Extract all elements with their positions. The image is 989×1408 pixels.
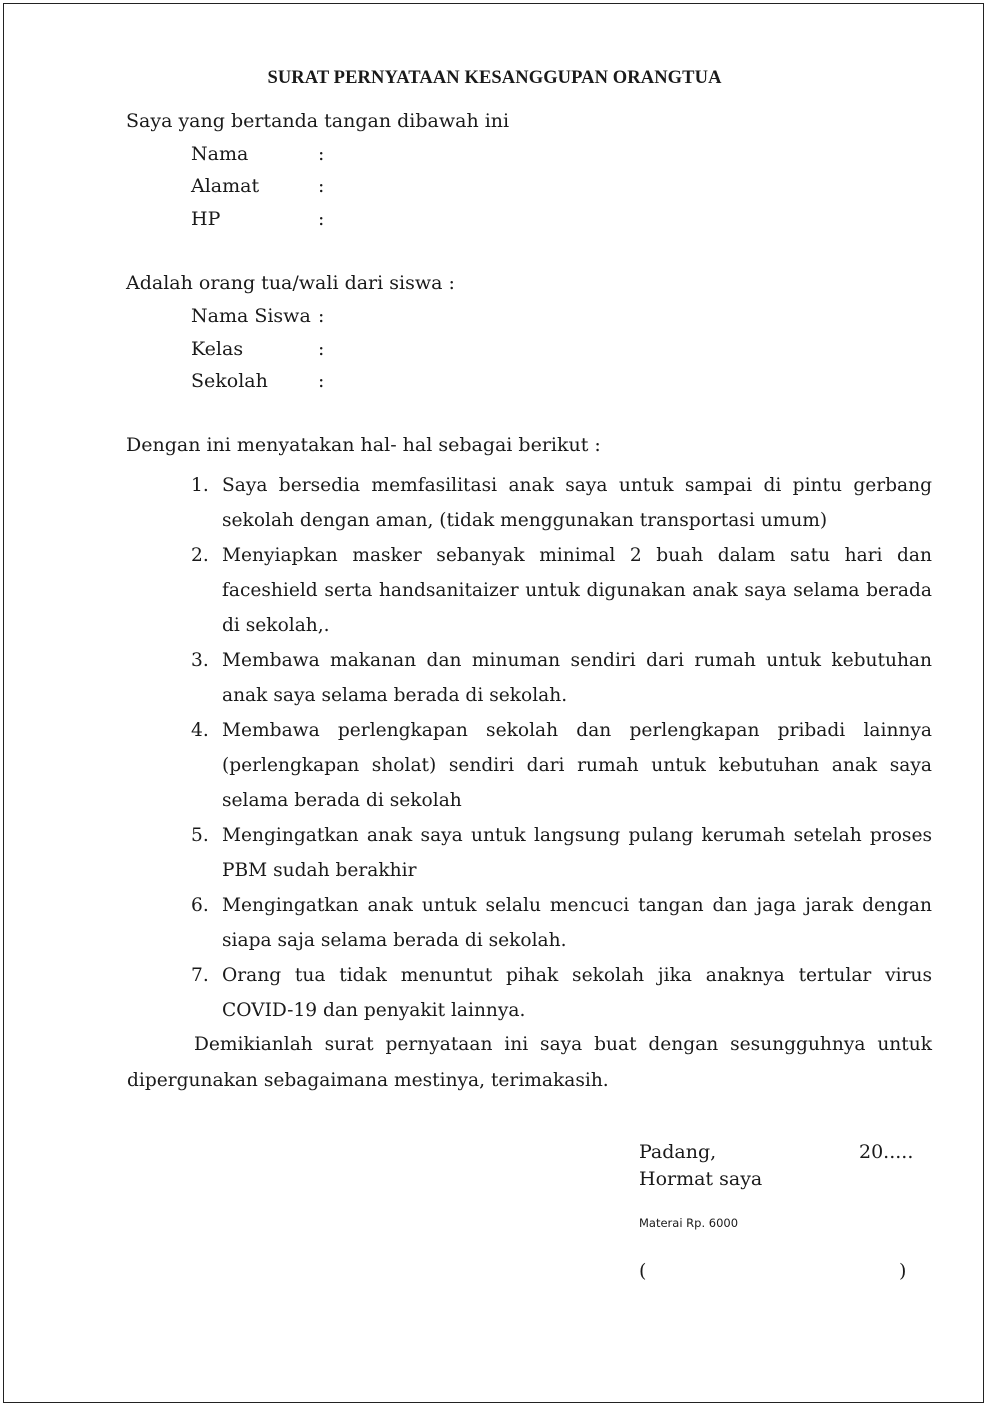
field-colon: : [318, 143, 325, 165]
field-colon: : [318, 208, 325, 230]
list-number: 6. [191, 895, 209, 916]
list-item [127, 643, 932, 713]
field-colon: : [318, 370, 325, 392]
list-number: 5. [191, 825, 209, 846]
list-item-text: Menyiapkan masker sebanyak minimal 2 buah dalam satu hari dan faceshield serta handsanitaizer untuk digunakan anak saya selama berada di sekolah,. [222, 545, 932, 636]
list-number: 2. [191, 545, 209, 566]
list-item [127, 538, 932, 643]
field-colon: : [318, 305, 325, 327]
list-item-text: Membawa perlengkapan sekolah dan perlengkapan pribadi lainnya (perlengkapan sholat) sendiri dari rumah untuk kebutuhan anak saya selama berada di sekolah [222, 720, 932, 811]
list-item-text: Membawa makanan dan minuman sendiri dari rumah untuk kebutuhan anak saya selama berada di sekolah. [222, 650, 932, 706]
field-label-alamat: Alamat [191, 175, 260, 197]
list-item [127, 958, 932, 1028]
field-colon: : [318, 175, 325, 197]
list-item [127, 818, 932, 888]
field-label-nama-siswa: Nama Siswa [191, 305, 311, 327]
list-item [127, 713, 932, 818]
field-label-hp: HP [191, 208, 221, 230]
list-number: 3. [191, 650, 209, 671]
signature-regards: Hormat saya [639, 1168, 763, 1190]
intro-text: Saya yang bertanda tangan dibawah ini [126, 110, 510, 132]
statement-intro-text: Dengan ini menyatakan hal- hal sebagai berikut : [126, 434, 601, 456]
signature-place: Padang, [639, 1141, 717, 1163]
signature-paren-close: ) [899, 1260, 907, 1282]
document-title: SURAT PERNYATAAN KESANGGUPAN ORANGTUA [267, 68, 722, 88]
student-intro-text: Adalah orang tua/wali dari siswa : [126, 272, 455, 294]
list-item-text: Orang tua tidak menuntut pihak sekolah jika anaknya tertular virus COVID-19 dan penyakit lainnya. [222, 965, 932, 1021]
closing-paragraph: Demikianlah surat pernyataan ini saya buat dengan sesungguhnya untuk dipergunakan sebagaimana mestinya, terimakasih. [127, 1034, 932, 1091]
list-number: 1. [191, 475, 209, 496]
signature-paren-open: ( [639, 1260, 647, 1282]
signature-year: 20..... [859, 1141, 914, 1163]
statement-list [127, 468, 932, 1028]
field-label-sekolah: Sekolah [191, 370, 268, 392]
list-item-text: Mengingatkan anak untuk selalu mencuci tangan dan jaga jarak dengan siapa saja selama berada di sekolah. [222, 895, 932, 951]
field-colon: : [318, 338, 325, 360]
list-item [127, 888, 932, 958]
list-number: 7. [191, 965, 209, 986]
field-label-nama: Nama [191, 143, 249, 165]
list-item [127, 468, 932, 538]
list-number: 4. [191, 720, 209, 741]
stamp-duty-note: Materai Rp. 6000 [639, 1216, 739, 1230]
list-item-text: Mengingatkan anak saya untuk langsung pulang kerumah setelah proses PBM sudah berakhir [222, 825, 932, 881]
list-item-text: Saya bersedia memfasilitasi anak saya untuk sampai di pintu gerbang sekolah dengan aman, (tidak menggunakan transportasi umum) [222, 475, 932, 531]
document-page [3, 3, 984, 1403]
field-label-kelas: Kelas [191, 338, 244, 360]
